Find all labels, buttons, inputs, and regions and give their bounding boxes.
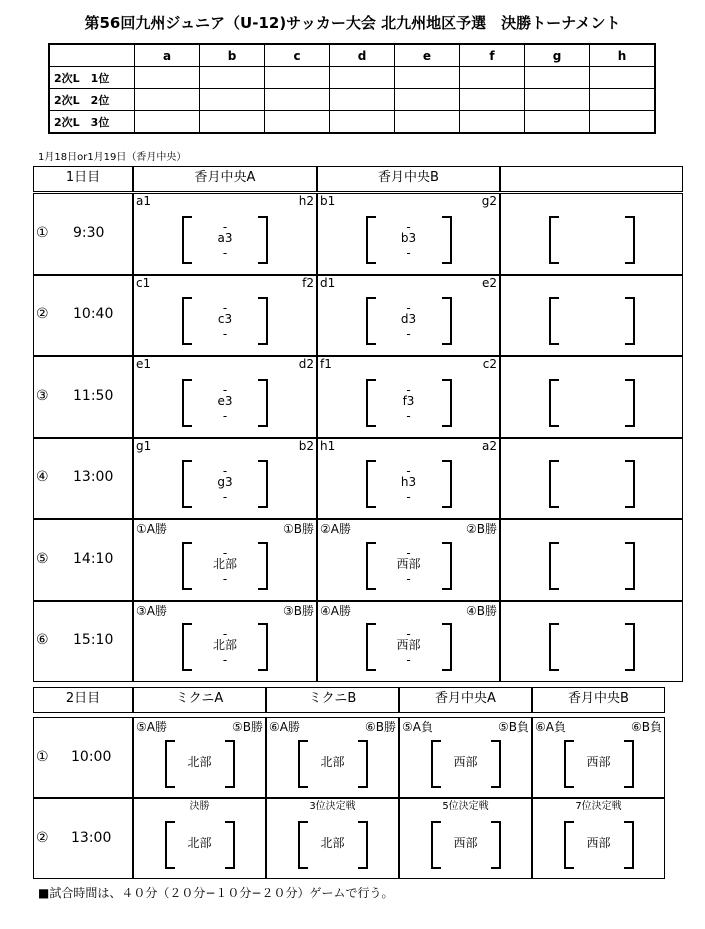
team-left: ③A勝 <box>136 603 167 618</box>
round-label: 決勝 <box>189 801 210 812</box>
match-label: 北部 <box>212 556 237 571</box>
team-left: f1 <box>320 357 332 371</box>
round-label: 5位決定戦 <box>442 801 489 812</box>
match-label: g3 <box>217 475 233 490</box>
team-right: ⑤B勝 <box>232 720 263 734</box>
row-label: 2次L 1位 <box>49 67 135 89</box>
bracket-left <box>549 460 559 508</box>
bracket-right <box>258 623 268 671</box>
bracket-right <box>442 623 452 671</box>
bracket-right <box>625 297 635 345</box>
bracket-left <box>182 460 192 508</box>
match-label: f3 <box>402 393 415 408</box>
match-label: 北部 <box>320 835 345 850</box>
venue-header: 香月中央A <box>399 687 532 713</box>
round-label: 3位決定戦 <box>309 801 356 812</box>
date-note: 1月18日or1月19日（香月中央） <box>38 152 187 163</box>
match-label: 北部 <box>187 835 212 850</box>
slot-number: ① <box>36 224 49 241</box>
team-left: ⑤A勝 <box>136 720 167 734</box>
dash-bottom: - <box>406 490 411 505</box>
team-right: e2 <box>481 275 497 290</box>
bracket-right <box>442 216 452 264</box>
team-left: ①A勝 <box>136 522 167 536</box>
bracket-left <box>182 623 192 671</box>
bracket-right <box>258 216 268 264</box>
dash-top: - <box>406 545 411 560</box>
slot-time: 15:10 <box>73 632 114 649</box>
dash-bottom: - <box>222 490 228 505</box>
team-left: d1 <box>320 275 336 290</box>
bracket-left <box>182 542 192 590</box>
venue-header: 香月中央B <box>317 166 500 192</box>
bracket-right <box>625 379 635 427</box>
bracket-right <box>625 623 635 671</box>
bracket-left <box>182 297 192 345</box>
game-cell <box>500 193 683 275</box>
bracket-right <box>625 460 635 508</box>
dash-bottom: - <box>406 408 411 423</box>
bracket-left <box>366 460 376 508</box>
bracket-left <box>549 216 559 264</box>
slot-number: ② <box>36 829 49 846</box>
bracket-left <box>366 216 376 264</box>
row-label: 2次L 3位 <box>49 111 135 134</box>
slot-time: 10:40 <box>73 306 114 323</box>
bracket-right <box>625 216 635 264</box>
seed-table <box>48 43 656 134</box>
dash-bottom: - <box>406 653 411 668</box>
dash-top: - <box>222 382 228 397</box>
team-right: ③B勝 <box>283 603 314 618</box>
match-label: 西部 <box>453 835 478 850</box>
match-label: e3 <box>217 393 233 408</box>
day-label: 2日目 <box>33 687 133 713</box>
team-left: ②A勝 <box>320 522 351 536</box>
bracket-left <box>366 379 376 427</box>
team-right: ①B勝 <box>283 522 314 536</box>
dash-top: - <box>222 219 228 234</box>
dash-bottom: - <box>222 653 228 668</box>
bracket-right <box>625 542 635 590</box>
match-label: 西部 <box>586 835 611 850</box>
dash-top: - <box>406 219 411 234</box>
bracket-right <box>442 379 452 427</box>
venue-header: ミクニA <box>133 687 266 713</box>
game-cell <box>500 519 683 601</box>
match-label: 北部 <box>320 754 345 769</box>
bracket-left <box>182 379 192 427</box>
team-right: d2 <box>298 357 314 371</box>
team-left: ⑥A負 <box>535 720 566 734</box>
venue-header: ミクニB <box>266 687 399 713</box>
match-label: c3 <box>217 312 233 327</box>
slot-number: ② <box>36 306 49 323</box>
bracket-right <box>258 297 268 345</box>
bracket-right <box>442 460 452 508</box>
dash-bottom: - <box>406 245 411 260</box>
col-header: c <box>265 44 330 67</box>
team-right: f2 <box>302 275 314 290</box>
footnote: ■試合時間は、４０分（２０分−１０分−２０分）ゲームで行う。 <box>38 886 394 900</box>
venue-header <box>500 166 683 192</box>
col-header: b <box>200 44 265 67</box>
bracket-left <box>366 297 376 345</box>
bracket-right <box>442 542 452 590</box>
slot-time: 13:00 <box>73 469 114 486</box>
match-label: b3 <box>400 230 417 245</box>
team-right: a2 <box>482 438 497 453</box>
dash-top: - <box>222 301 228 316</box>
match-label: 北部 <box>187 754 212 769</box>
col-header: g <box>525 44 590 67</box>
bracket-left <box>366 623 376 671</box>
team-left: ⑥A勝 <box>269 720 300 734</box>
match-label: d3 <box>400 312 417 327</box>
dash-bottom: - <box>222 571 228 586</box>
dash-top: - <box>406 627 411 642</box>
slot-number: ⑤ <box>36 550 49 567</box>
match-label: 西部 <box>453 754 478 769</box>
team-right: g2 <box>481 194 497 208</box>
team-right: ④B勝 <box>466 603 497 618</box>
page-title: 第56回九州ジュニア（U-12)サッカー大会 北九州地区予選 決勝トーナメント <box>84 14 621 32</box>
slot-time: 9:30 <box>73 224 105 241</box>
day-label: 1日目 <box>33 166 133 192</box>
bracket-right <box>258 542 268 590</box>
bracket-left <box>549 623 559 671</box>
venue-header: 香月中央B <box>532 687 665 713</box>
bracket-left <box>549 297 559 345</box>
team-right: ②B勝 <box>466 522 497 536</box>
dash-top: - <box>406 382 411 397</box>
team-left: e1 <box>136 357 152 371</box>
bracket-left <box>549 379 559 427</box>
game-cell <box>500 356 683 438</box>
slot-number: ① <box>36 748 49 765</box>
dash-bottom: - <box>222 408 228 423</box>
team-right: c2 <box>482 357 497 371</box>
col-header: d <box>330 44 395 67</box>
col-header: h <box>590 44 656 67</box>
match-label: 北部 <box>212 638 237 653</box>
slot-time: 11:50 <box>73 387 114 404</box>
team-right: ⑥B負 <box>631 720 662 734</box>
row-label: 2次L 2位 <box>49 89 135 111</box>
match-label: h3 <box>400 475 417 490</box>
corner-cell <box>49 44 135 67</box>
team-left: b1 <box>320 194 336 208</box>
game-cell <box>500 438 683 520</box>
dash-bottom: - <box>406 327 411 342</box>
dash-top: - <box>222 464 228 479</box>
team-left: c1 <box>136 275 151 290</box>
match-label: 西部 <box>396 556 421 571</box>
bracket-right <box>258 379 268 427</box>
round-label: 7位決定戦 <box>575 801 622 812</box>
game-cell <box>500 601 683 683</box>
team-right: b2 <box>298 438 314 453</box>
team-right: h2 <box>298 194 314 208</box>
team-left: g1 <box>136 438 152 453</box>
team-right: ⑤B負 <box>498 720 529 734</box>
slot-number: ④ <box>36 469 49 486</box>
team-left: ④A勝 <box>320 603 351 618</box>
match-label: 西部 <box>586 754 611 769</box>
col-header: a <box>135 44 200 67</box>
venue-header: 香月中央A <box>133 166 317 192</box>
dash-top: - <box>406 301 411 316</box>
bracket-right <box>442 297 452 345</box>
dash-top: - <box>222 627 228 642</box>
dash-bottom: - <box>222 245 228 260</box>
match-label: a3 <box>217 230 233 245</box>
slot-time: 13:00 <box>71 829 112 846</box>
dash-bottom: - <box>406 571 411 586</box>
slot-number: ⑥ <box>36 632 49 649</box>
col-header: e <box>395 44 460 67</box>
bracket-right <box>258 460 268 508</box>
dash-bottom: - <box>222 327 228 342</box>
team-left: h1 <box>320 438 336 453</box>
team-left: a1 <box>136 194 151 208</box>
team-right: ⑥B勝 <box>365 720 396 734</box>
dash-top: - <box>222 545 228 560</box>
col-header: f <box>460 44 525 67</box>
bracket-left <box>366 542 376 590</box>
dash-top: - <box>406 464 411 479</box>
slot-time: 14:10 <box>73 550 114 567</box>
team-left: ⑤A負 <box>402 720 433 734</box>
game-cell <box>500 275 683 357</box>
slot-time: 10:00 <box>71 748 112 765</box>
match-label: 西部 <box>396 638 421 653</box>
bracket-left <box>549 542 559 590</box>
slot-number: ③ <box>36 387 49 404</box>
bracket-left <box>182 216 192 264</box>
